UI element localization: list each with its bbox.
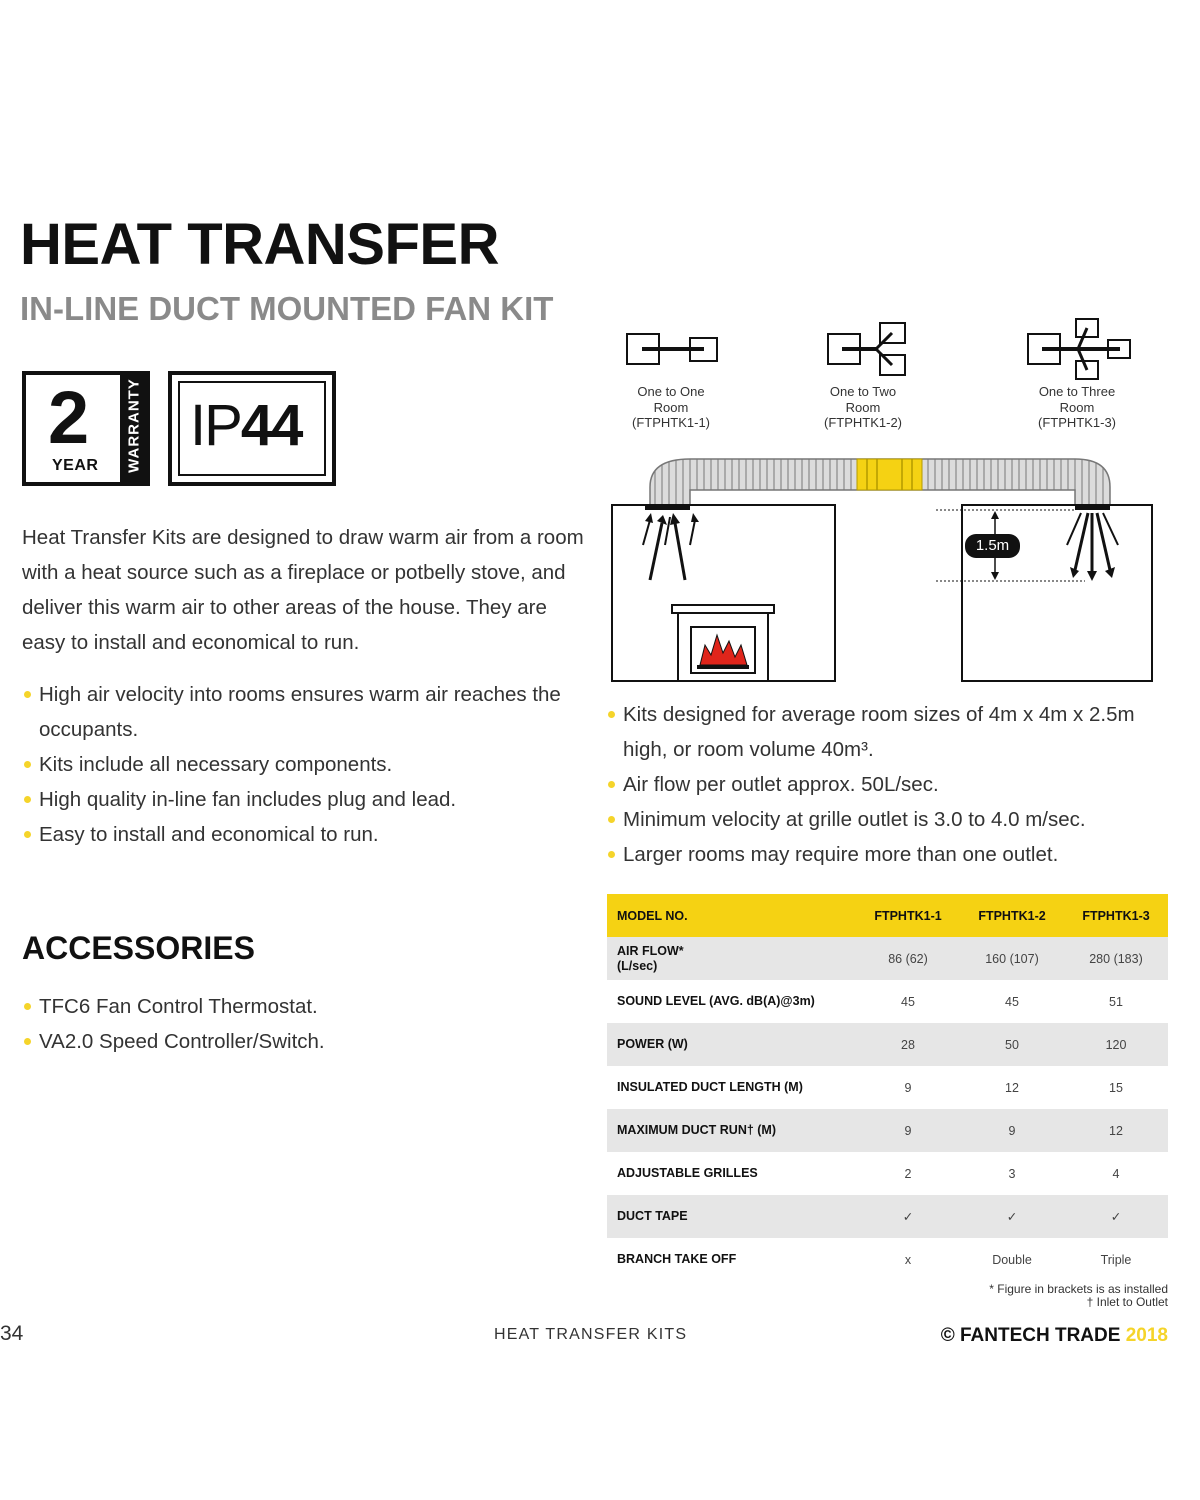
list-item: High air velocity into rooms ensures warm air reaches the occupants.	[22, 677, 582, 747]
footnote-inlet-outlet: † Inlet to Outlet	[1086, 1295, 1168, 1309]
table-cell: Triple	[1100, 1252, 1132, 1267]
table-row	[607, 1109, 1168, 1152]
list-item: Larger rooms may require more than one outlet.	[606, 837, 1176, 872]
list-item: Minimum velocity at grille outlet is 3.0 to 4.0 m/sec.	[606, 802, 1176, 837]
table-row	[607, 937, 1168, 980]
flexible-duct	[650, 459, 1110, 505]
table-row	[607, 980, 1168, 1023]
height-label: 1.5m	[975, 537, 1010, 554]
table-header-cell: FTPHTK1-2	[960, 894, 1064, 937]
list-item: Kits designed for average room sizes of 4m x 4m x 2.5m high, or room volume 40m³.	[606, 697, 1176, 767]
footer-section-title: HEAT TRANSFER KITS	[494, 1326, 688, 1343]
ip-prefix: IP	[190, 393, 241, 458]
specifications-table	[607, 894, 1168, 1281]
table-cell: ✓	[1064, 1195, 1168, 1238]
ip-rating-badge	[168, 371, 336, 486]
table-cell: 12	[1064, 1109, 1168, 1152]
table-cell: 4	[1112, 1166, 1120, 1181]
warranty-stripe	[120, 375, 146, 482]
list-item: Easy to install and economical to run.	[22, 817, 582, 852]
row-label: DUCT TAPE	[607, 1195, 856, 1238]
table-cell: 160 (107)	[960, 937, 1064, 980]
table-cell: 45	[1005, 994, 1019, 1009]
table-cell: x	[904, 1252, 912, 1267]
one-to-three-icon	[1028, 319, 1130, 379]
feature-list-left	[22, 677, 582, 852]
fireplace-icon	[672, 605, 774, 681]
row-label: POWER (W)	[607, 1023, 856, 1066]
table-row	[607, 1238, 1168, 1281]
table-cell: Double	[992, 1252, 1032, 1267]
list-item: TFC6 Fan Control Thermostat.	[22, 989, 582, 1024]
table-cell: 28	[856, 1023, 960, 1066]
table-cell: 2	[904, 1166, 912, 1181]
table-cell: 9	[856, 1109, 960, 1152]
table-cell: 280 (183)	[1064, 937, 1168, 980]
ip-number: 44	[240, 393, 302, 458]
one-to-two-icon	[828, 323, 905, 375]
row-label: INSULATED DUCT LENGTH (M)	[617, 1080, 803, 1094]
table-header-cell: FTPHTK1-3	[1064, 894, 1168, 937]
ip-rating-text	[190, 393, 302, 458]
accessories-list	[22, 989, 582, 1059]
config-label-one-to-one: One to One Room (FTPHTK1-1)	[632, 384, 710, 430]
row-label: AIR FLOW* (L/sec)	[607, 937, 856, 980]
warranty-number: 2	[48, 376, 90, 459]
table-cell: 86 (62)	[856, 937, 960, 980]
table-header-cell: MODEL NO.	[607, 894, 856, 937]
footer-year: 2018	[1125, 1325, 1168, 1346]
table-row	[607, 1066, 1168, 1109]
installation-diagram	[605, 445, 1165, 690]
table-header-row	[607, 894, 1168, 937]
feature-list-right	[606, 697, 1176, 872]
row-label: BRANCH TAKE OFF	[617, 1252, 737, 1266]
row-label: MAXIMUM DUCT RUN† (M)	[607, 1109, 856, 1152]
table-cell: ✓	[856, 1195, 960, 1238]
row-label: ADJUSTABLE GRILLES	[617, 1166, 758, 1180]
list-item: Kits include all necessary components.	[22, 747, 582, 782]
table-cell: 9	[960, 1109, 1064, 1152]
table-cell: 50	[960, 1023, 1064, 1066]
table-footnotes	[989, 1283, 1168, 1309]
warranty-badge	[22, 371, 150, 486]
warranty-word: WARRANTY	[125, 378, 143, 473]
intro-paragraph: Heat Transfer Kits are designed to draw warm air from a room with a heat source such as a fireplace or potbelly stove, and deliver this warm air to other areas of the house. They are easy to install and economical to run.	[22, 526, 584, 654]
table-header-cell: FTPHTK1-1	[856, 894, 960, 937]
config-label-one-to-three: One to Three Room (FTPHTK1-3)	[1038, 384, 1116, 430]
config-label-one-to-two: One to Two Room (FTPHTK1-2)	[824, 384, 902, 430]
table-row	[607, 1195, 1168, 1238]
page-subtitle: IN-LINE DUCT MOUNTED FAN KIT	[20, 290, 554, 327]
table-cell: 45	[901, 994, 915, 1009]
table-cell: 12	[1005, 1080, 1019, 1095]
config-icons	[620, 318, 1140, 388]
warranty-year-label: YEAR	[52, 457, 99, 474]
one-to-one-icon	[627, 334, 717, 364]
table-row	[607, 1023, 1168, 1066]
table-cell: 3	[1008, 1166, 1016, 1181]
row-label: SOUND LEVEL (AVG. dB(A)@3m)	[617, 994, 815, 1008]
page-number: 34	[0, 1322, 24, 1345]
footer-copyright: © FANTECH TRADE 2018	[940, 1325, 1168, 1346]
list-item: High quality in-line fan includes plug and lead.	[22, 782, 582, 817]
table-cell: 51	[1109, 994, 1123, 1009]
table-cell: 9	[904, 1080, 912, 1095]
list-item: Air flow per outlet approx. 50L/sec.	[606, 767, 1176, 802]
table-row	[607, 1152, 1168, 1195]
table-cell: ✓	[960, 1195, 1064, 1238]
footnote-brackets: * Figure in brackets is as installed	[989, 1282, 1168, 1296]
target-room	[936, 505, 1152, 681]
list-item: VA2.0 Speed Controller/Switch.	[22, 1024, 582, 1059]
table-cell: 15	[1109, 1080, 1123, 1095]
page-title: HEAT TRANSFER	[20, 212, 499, 277]
accessories-heading: ACCESSORIES	[22, 930, 255, 966]
table-cell: 120	[1064, 1023, 1168, 1066]
